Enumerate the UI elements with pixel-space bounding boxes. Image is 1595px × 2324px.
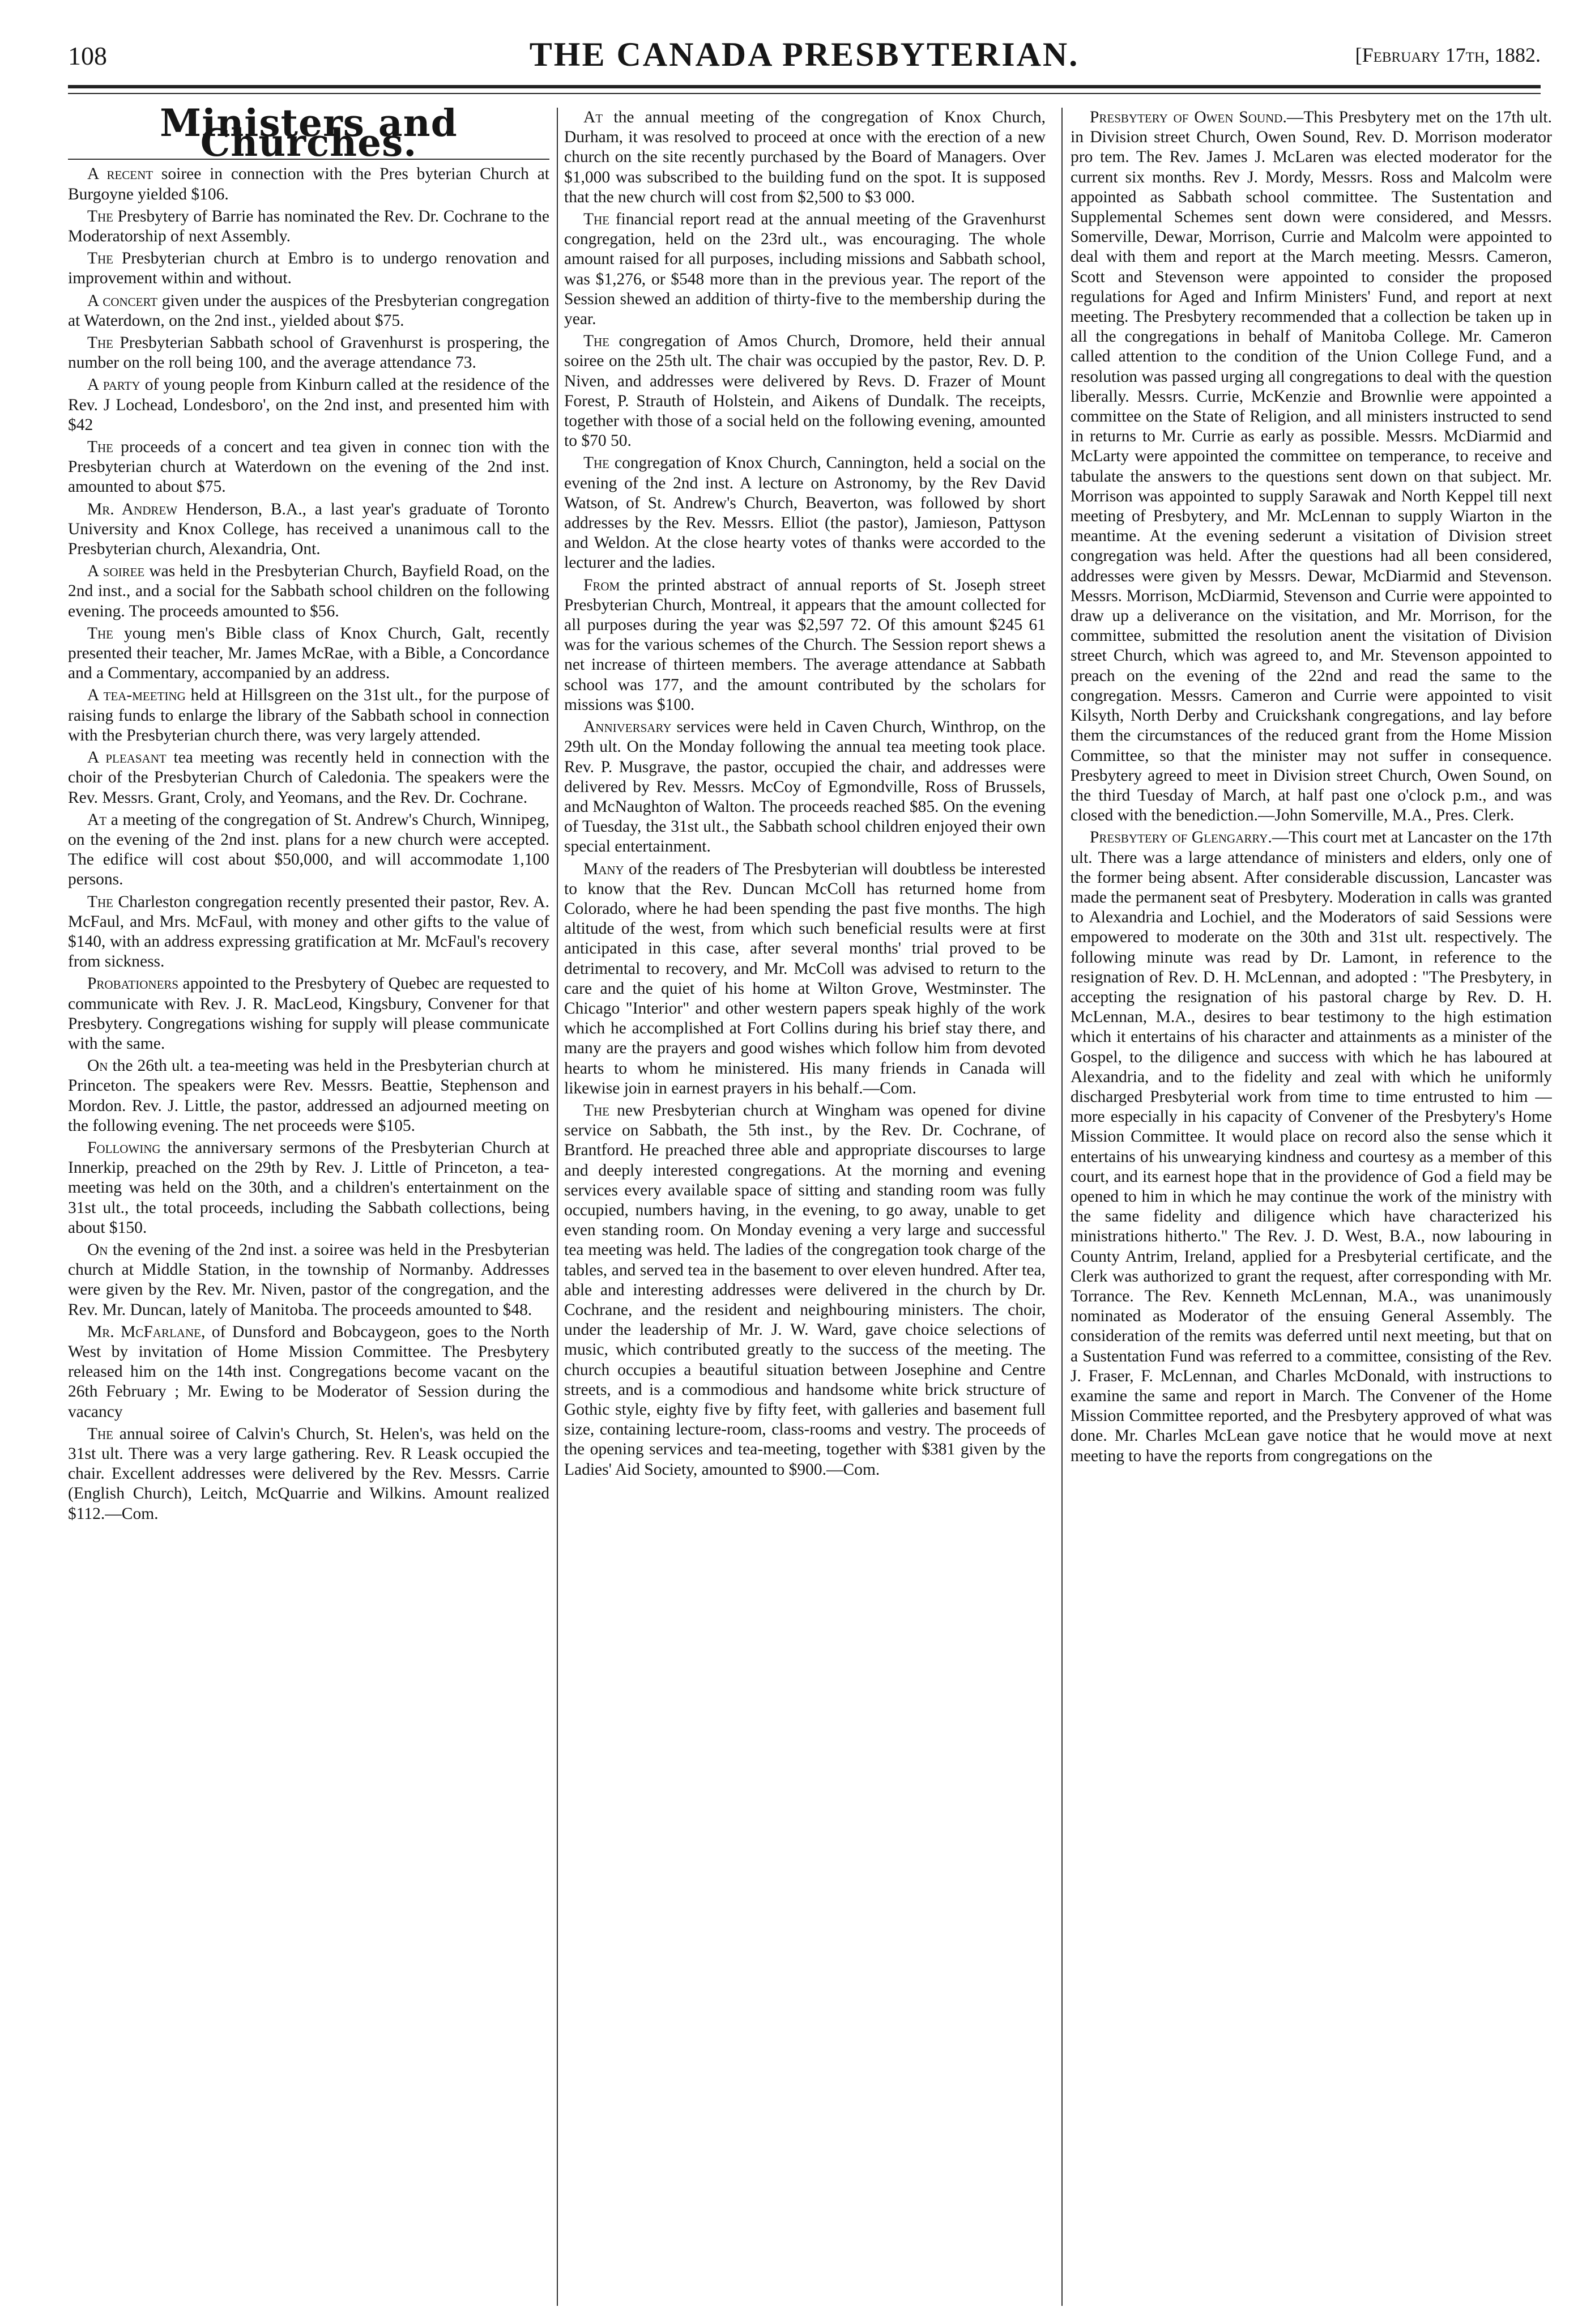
news-item-lead: The: [87, 334, 114, 352]
news-item: [564, 210, 1046, 329]
news-item: [68, 1322, 549, 1422]
news-item-text: the annual meeting of the congregation of Knox Church, Durham, it was resolved to proceed at once with the erection of a new church on the site recently purchased by the Board of Managers. Over $1,000 was subscribed to the building fund on the spot. It is supposed that the new church will cost from $2,500 to $3 000.: [564, 108, 1046, 206]
news-item: [68, 810, 549, 890]
news-item: [68, 249, 549, 288]
news-item-lead: Following: [87, 1138, 161, 1157]
news-item-text: of Dunsford and Bobcaygeon, goes to the North West by invitation of Home Mission Committee. The Presbytery released him on the 14th inst. Congregations become vacant on the 26th February ; Mr. Ewing to be Moderator of Session during the vacancy: [68, 1322, 549, 1421]
news-item: [68, 437, 549, 497]
news-item: [68, 624, 549, 684]
news-item-lead: A pleasant: [87, 748, 167, 767]
news-item: [68, 686, 549, 746]
news-item-text: soiree in connection with the Pres byterian Church at Burgoyne yielded $106.: [68, 165, 549, 203]
news-item-lead: The: [583, 1101, 610, 1120]
news-item: [564, 717, 1046, 857]
news-item: [564, 576, 1046, 715]
news-item: [68, 1138, 549, 1238]
news-item-lead: The: [87, 207, 114, 225]
news-item: [564, 859, 1046, 1099]
news-item-lead: The: [87, 624, 114, 642]
news-item: [68, 375, 549, 435]
news-item-text: —This Presbytery met on the 17th ult. in Division street Church, Owen Sound, Rev. D. Morrison moderator pro tem. The Rev. James J. McLaren was elected moderator for the current six months. Rev J. Mordy, Messrs. Ross and Malcolm were appointed as Sabbath school committee. The Sustentation and Supplemental Schemes sent down were considered, and Messrs. Somerville, Dewar, Morrison, Currie and Malcolm were appointed to deal with them and report at the March meeting. Messrs. Cameron, Scott and Stevenson were appointed to consider the proposed regulations for Aged and Infirm Ministers' Fund, and report at next meeting. The Presbytery recommended that a collection be taken up in all the congregations in behalf of Manitoba College. Mr. Cameron called attention to the condition of the Union College Fund, and a resolution was passed urging all congregations to deal with the question liberally. Messrs. Currie, McKenzie and Brownlie were appointed a committee on the State of Religion, and all ministers instructed to send in returns to Mr. Currie as early as possible. Messrs. McDiarmid and McLarty were appointed the committee on temperance, to receive and tabulate the answers to the questions sent down on that subject. Mr. Morrison was appointed to supply Sarawak and North Keppel till next meeting of Presbytery, and Mr. McLennan to supply Wiarton in the meantime. At the evening sederunt a visitation of Division street congregation was held. After the questions had all been considered, addresses were given by Messrs. Dewar, McDiarmid and Stevenson. Messrs. Morrison, McDiarmid, Stevenson and Currie were appointed to draw up a deliverance on the visitation, and Mr. Morrison, for the committee, submitted the resolution anent the visitation of Division street Church, which was agreed to, and Mr. Stevenson appointed to preach on the evening of the 22nd and read the same to the congregation. Messrs. Cameron and Currie were appointed to visit Kilsyth, North Derby and Cruickshank congregations, and lay before them the circumstances of the reduced grant from the Home Mission Committee, so that the minister may not suffer in consequence. Presbytery agreed to meet in Division street Church, Owen Sound, on the third Tuesday of March, at half past one o'clock p.m., and was closed with the benediction.—John Somerville, M.A., Pres. Clerk.: [1071, 108, 1552, 825]
news-item-lead: A recent: [87, 165, 153, 184]
news-item-text: was held in the Presbyterian Church, Bayfield Road, on the 2nd inst., and a social for the Sabbath school children on the following evening. The proceeds amounted to $56.: [68, 562, 549, 620]
news-item: [1071, 108, 1552, 825]
column-2-items: [564, 108, 1046, 1480]
news-item-text: given under the auspices of the Presbyterian congregation at Waterdown, on the 2nd inst., yielded about $75.: [68, 291, 549, 330]
column-1-items: [68, 164, 549, 1523]
news-item: [1071, 828, 1552, 1466]
news-item-text: the anniversary sermons of the Presbyterian Church at Innerkip, preached on the 29th by Rev. J. Little of Princeton, a tea-meeting was held on the 30th, and a children's entertainment on the 31st ult., the total proceeds, including the Sabbath collections, being about $150.: [68, 1138, 549, 1237]
news-item: [68, 974, 549, 1054]
news-item-lead: The: [583, 454, 610, 473]
newspaper-title: THE CANADA PRESBYTERIAN.: [529, 36, 1080, 73]
column-divider: [557, 108, 558, 2306]
news-item: [68, 1240, 549, 1320]
column-3: [1071, 108, 1552, 2306]
news-item: [564, 108, 1046, 207]
news-item-lead: The: [87, 1424, 114, 1443]
news-item-text: —This court met at Lancaster on the 17th ult. There was a large attendance of ministers and elders, only one of the former being absent. After considerable discussion, Lancaster was made the permanent seat of Presbytery. Moderation in calls was granted to Alexandria and Lochiel, and the Moderators of said Sessions were empowered to moderate on the 30th and 31st ult. respectively. The following minute was read by Dr. Lamont, in reference to the resignation of Rev. D. H. McLennan, and adopted : "The Presbytery, in accepting the resignation of his pastoral charge by Rev. D. H. McLennan, M.A., desires to bear testimony to the high estimation which it entertains of his character and attainments as a minister of the Gospel, to the diligence and success with which he has laboured at Alexandria, and to the fidelity and zeal with which he uniformly discharged Presbyterial work from time to time entrusted to him —more especially in his capacity of Convener of the Presbytery's Home Mission Committee. It would place on record also the sense which it entertains of his unwearying kindness and courtesy as a member of this court, and its earnest hope that in the providence of God a field may be opened to him in which he may continue the work of the ministry with the same fidelity and diligence which have characterized his ministrations hitherto." The Rev. J. D. West, B.A., now labouring in County Antrim, Ireland, applied for a Presbyterial certificate, and the Clerk was authorized to grant the request, after corresponding with Mr. Torrance. The Rev. Kenneth McLennan, M.A., was unanimously nominated as Moderator of the ensuing General Assembly. The consideration of the remits was deferred until next meeting, but that on a Sustentation Fund was referred to a committee, consisting of the Rev. J. Fraser, F. McLennan, and Charles McDonald, with instructions to examine the same and report in March. The Convener of the Home Mission Committee reported, and the Presbytery approved of what was done. Mr. Charles McLean gave notice that he would move at next meeting to have the reports from congregations on the: [1071, 828, 1552, 1465]
masthead-rule-thick: [68, 85, 1541, 88]
news-item-text: tea meeting was recently held in connection with the choir of the Presbyterian Church of Caledonia. The speakers were the Rev. Messrs. Grant, Croly, and Yeomans, and the Rev. Dr. Cochrane.: [68, 748, 549, 807]
column-2: [564, 108, 1046, 2306]
news-item: [68, 561, 549, 622]
news-item-lead: The: [583, 210, 610, 229]
news-item-lead: A concert: [87, 291, 158, 310]
news-item: [68, 500, 549, 560]
news-item-lead: Presbytery of Owen Sound.: [1090, 108, 1287, 126]
news-item: [68, 207, 549, 246]
news-item-lead: The: [87, 892, 114, 911]
news-item-text: a meeting of the congregation of St. Andrew's Church, Winnipeg, on the evening of the 2nd inst. plans for a new church were accepted. The edifice will cost about $50,000, and will accommodate 1,100 persons.: [68, 810, 549, 889]
news-item-lead: Mr. McFarlane,: [87, 1322, 206, 1341]
column-divider: [1061, 108, 1063, 2306]
news-item: [564, 331, 1046, 451]
news-item-text: Charleston congregation recently presented their pastor, Rev. A. McFaul, and Mrs. McFaul, with money and other gifts to the value of $140, with an address expressing gratification at Mr. McFaul's recovery from sickness.: [68, 892, 549, 971]
news-item-lead: From: [583, 576, 620, 594]
news-item-lead: A tea-meeting: [87, 686, 186, 705]
news-item-lead: Probationers: [87, 974, 179, 993]
column-3-items: [1071, 108, 1552, 1466]
news-item-lead: Presbytery of Glengarry.: [1090, 828, 1272, 847]
news-item: [68, 291, 549, 331]
news-item-lead: Mr. Andrew: [87, 500, 178, 518]
column-1: [68, 108, 549, 2306]
news-item-text: congregation of Knox Church, Cannington, held a social on the evening of the 2nd inst. A lecture on Astronomy, by the Rev David Watson, of St. Andrew's Church, Beaverton, was followed by short addresses by the Rev. Messrs. Elliot (the pastor), Jamieson, Pattyson and Weldon. At the close hearty votes of thanks were accorded to the lecturer and the ladies.: [564, 454, 1046, 572]
news-item-text: Henderson, B.A., a last year's graduate of Toronto University and Knox College, has received a unanimous call to the Presbyterian church, Alexandria, Ont.: [68, 500, 549, 559]
news-item-text: held at Hillsgreen on the 31st ult., for the purpose of raising funds to enlarge the library of the Sabbath school in connection with the Presbyterian church there, was very largely attended.: [68, 686, 549, 744]
news-item-text: annual soiree of Calvin's Church, St. Helen's, was held on the 31st ult. There was a very large gathering. Rev. R Leask occupied the chair. Excellent addresses were delivered by the Rev. Messrs. Carrie (English Church), Leitch, McQuarrie and Wilkins. Amount realized $112.—Com.: [68, 1424, 549, 1523]
news-item-text: young men's Bible class of Knox Church, Galt, recently presented their teacher, Mr. James McRae, with a Bible, a Concordance and a Commentary, accompanied by an address.: [68, 624, 549, 683]
news-item-lead: The: [87, 438, 114, 457]
news-item-lead: A party: [87, 376, 140, 394]
news-item: [68, 1424, 549, 1524]
issue-date: [February 17th, 1882.: [1355, 44, 1541, 66]
news-item-lead: A soiree: [87, 562, 145, 581]
news-item-lead: At: [583, 108, 603, 126]
masthead-rule-thin: [68, 93, 1541, 94]
page-number: 108: [68, 41, 107, 70]
news-item-text: congregation of Amos Church, Dromore, held their annual soiree on the 25th ult. The chair was occupied by the pastor, Rev. D. P. Niven, and addresses were delivered by Revs. D. Frazer of Mount Forest, P. Strauth of Holstein, and Aikens of Dundalk. The receipts, together with those of a social held on the following evening, amounted to $70 50.: [564, 332, 1046, 450]
news-item-text: financial report read at the annual meeting of the Gravenhurst congregation, held on the 23rd ult., was encouraging. The whole amount raised for all purposes, including missions and Sabbath school, was $1,276, or $548 more than in the previous year. The report of the Session shewed an addition of thirty-five to the membership during the year.: [564, 210, 1046, 329]
news-item: [68, 748, 549, 808]
news-item-text: the printed abstract of annual reports of St. Joseph street Presbyterian Church, Montreal, it appears that the amount collected for all purposes during the year was $2,597 72. Of this amount $245 61 was for the various schemes of the Church. The Session report shews a net increase of thirteen members. The average attendance at Sabbath school was 177, and the amount contributed by the scholars for missions was $100.: [564, 576, 1046, 714]
news-item-lead: Many: [583, 859, 624, 878]
news-item-text: Presbyterian church at Embro is to undergo renovation and improvement within and without.: [68, 249, 549, 288]
news-item-text: new Presbyterian church at Wingham was opened for divine service on Sabbath, the 5th inst., by the Rev. Dr. Cochrane, of Brantford. He preached three able and appropriate discourses to large and deeply interested congregations. At the morning and evening services every available space of sitting and standing room was fully occupied, numbers having, in the evening, to go away, unable to get even standing room. On Monday evening a very large and successful tea meeting was held. The ladies of the congregation took charge of the tables, and served tea in the basement to over eleven hundred. After tea, able and interesting addresses were delivered in the church by Dr. Cochrane, and the resident and neighbouring ministers. The choir, under the leadership of Mr. J. W. Ward, gave choice selections of music, which contributed greatly to the success of the meeting. The church occupies a beautiful situation between Josephine and Centre streets, and is a commodious and handsome white brick structure of Gothic style, eighty five by fifty feet, with galleries and basement full size, containing lecture-room, class-rooms and vestry. The proceeds of the opening services and tea-meeting, together with $381 given by the Ladies' Aid Society, amounted to $900.—Com.: [564, 1101, 1046, 1479]
news-item-lead: At: [87, 810, 107, 829]
news-item-text: proceeds of a concert and tea given in connec tion with the Presbyterian church at Waterdown on the evening of the 2nd inst. amounted to about $75.: [68, 438, 549, 496]
news-item: [68, 164, 549, 204]
news-item: [564, 1101, 1046, 1480]
news-item-lead: On: [87, 1057, 108, 1075]
news-item-text: the evening of the 2nd inst. a soiree was held in the Presbyterian church at Middle Station, in the township of Normanby. Addresses were given by the Rev. Mr. Niven, pastor of the congregation, and the Rev. Mr. Duncan, lately of Manitoba. The proceeds amounted to $48.: [68, 1240, 549, 1319]
masthead: [68, 35, 1541, 80]
news-item-lead: The: [583, 332, 610, 351]
news-item-text: Presbyterian Sabbath school of Gravenhurst is prospering, the number on the roll being 100, and the average attendance 73.: [68, 334, 549, 372]
news-item: [68, 1056, 549, 1136]
news-item: [68, 333, 549, 373]
news-item-text: the 26th ult. a tea-meeting was held in the Presbyterian church at Princeton. The speakers were Rev. Messrs. Beattie, Stephenson and Mordon. Rev. J. Little, the pastor, addressed an adjourned meeting on the following evening. The net proceeds were $105.: [68, 1057, 549, 1135]
news-item-text: appointed to the Presbytery of Quebec are requested to communicate with Rev. J. R. MacLeod, Kingsbury, Convener for that Presbytery. Congregations wishing for supply will please communicate with the same.: [68, 974, 549, 1053]
news-item-lead: The: [87, 249, 114, 268]
news-item-text: services were held in Caven Church, Winthrop, on the 29th ult. On the Monday following the annual tea meeting took place. Rev. P. Musgrave, the pastor, occupied the chair, and addresses were delivered by Rev. Messrs. McCoy of Egmondville, Ross of Brussels, and McNaughton of Walton. The proceeds reached $85. On the evening of Tuesday, the 31st ult., the Sabbath school children enjoyed their own special entertainment.: [564, 718, 1046, 856]
news-item: [564, 453, 1046, 573]
news-item-lead: Anniversary: [583, 718, 672, 737]
news-item: [68, 892, 549, 972]
news-item-text: of the readers of The Presbyterian will doubtless be interested to know that the Rev. Duncan McColl has returned home from Colorado, where he had been spending the past five months. The high altitude of the west, from which such beneficial results were at first anticipated in this case, after several months' trial proved to be detrimental to recovery, and Mr. McColl was advised to return to the care and the quiet of his home at Wilton Grove, Westminster. The Chicago "Interior" and other western papers speak highly of the work which he accomplished at Fort Collins during his brief stay there, and many are the prayers and good wishes which follow him from devoted hearts to whom he ministered. His many friends in Canada will likewise join in earnest prayers in his behalf.—Com.: [564, 859, 1046, 1097]
section-heading: Ministers and Churches.: [160, 108, 458, 165]
news-item-text: of young people from Kinburn called at the residence of the Rev. J Lochead, Londesboro', on the 2nd inst, and presented him with $42: [68, 376, 549, 434]
news-item-lead: On: [87, 1240, 108, 1259]
news-item-text: Presbytery of Barrie has nominated the Rev. Dr. Cochrane to the Moderatorship of next Assembly.: [68, 207, 549, 246]
